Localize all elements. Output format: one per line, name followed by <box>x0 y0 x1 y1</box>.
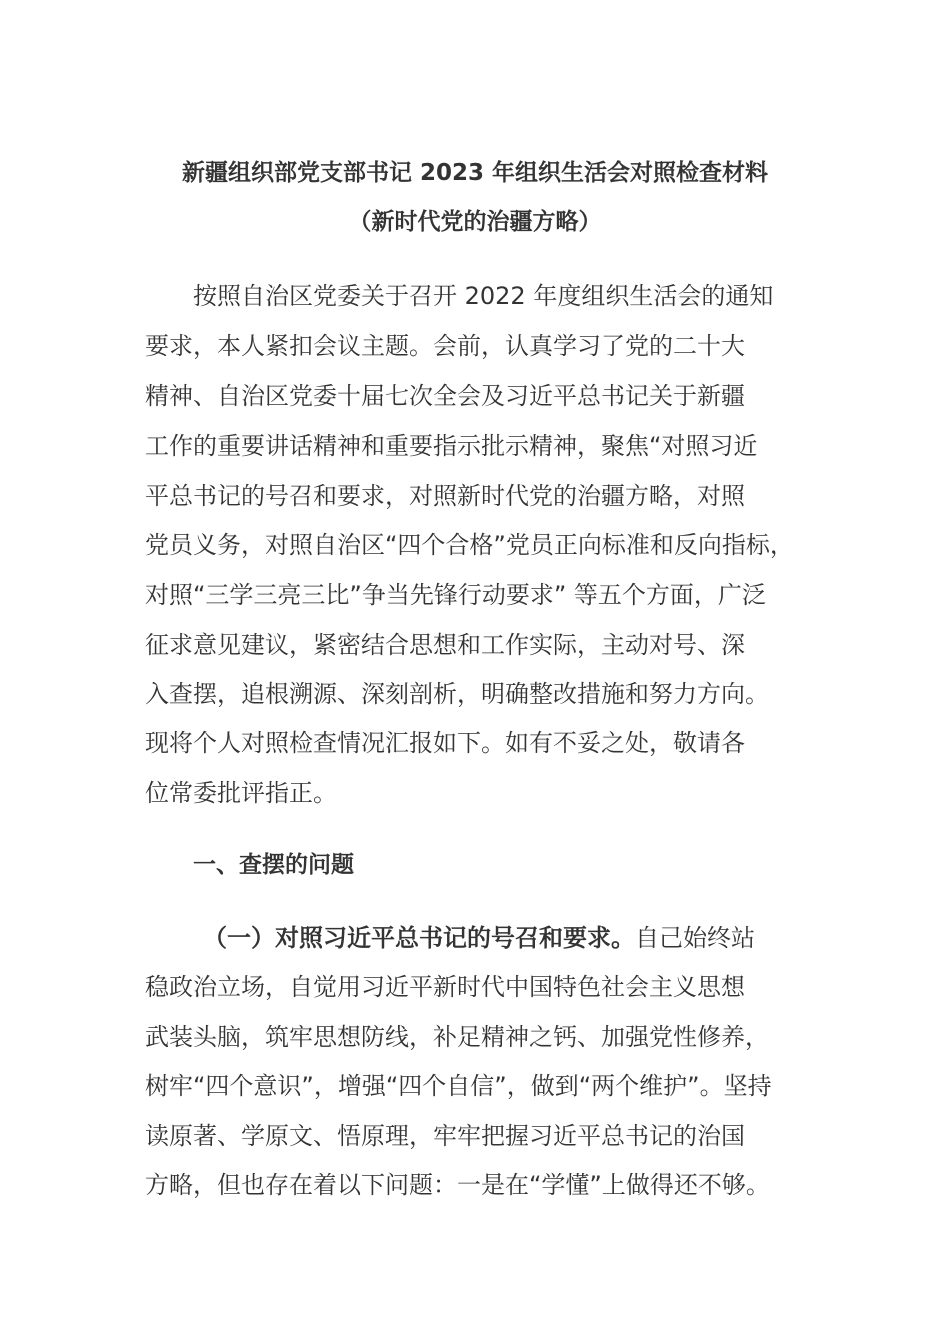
subsection-first-line <box>203 921 755 955</box>
paragraph-line: 树牢“四个意识”，增强“四个自信”，做到“两个维护”。坚持 <box>145 1072 772 1100</box>
paragraph-line: 要求，本人紧扣会议主题。会前，认真学习了党的二十大 <box>145 332 745 360</box>
paragraph-line: 工作的重要讲话精神和重要指示批示精神，聚焦“对照习近 <box>145 432 758 460</box>
paragraph-line: 读原著、学原文、悟原理，牢牢把握习近平总书记的治国 <box>145 1122 745 1150</box>
paragraph-line: 按照自治区党委关于召开 2022 年度组织生活会的通知 <box>193 282 774 310</box>
paragraph-line: 平总书记的号召和要求，对照新时代党的治疆方略，对照 <box>145 482 745 510</box>
paragraph-line: 方略，但也存在着以下问题：一是在“学懂”上做得还不够。 <box>145 1171 770 1199</box>
paragraph-line: 现将个人对照检查情况汇报如下。如有不妥之处，敬请各 <box>145 729 745 757</box>
document-title: 新疆组织部党支部书记 2023 年组织生活会对照检查材料 <box>181 160 769 186</box>
document-subtitle: （新时代党的治疆方略） <box>348 209 602 235</box>
paragraph-line: 武装头脑，筑牢思想防线，补足精神之钙、加强党性修养， <box>145 1023 769 1051</box>
paragraph-line: 党员义务，对照自治区“四个合格”党员正向标准和反向指标， <box>145 531 794 559</box>
paragraph-line: 入查摆，追根溯源、深刻剖析，明确整改措施和努力方向。 <box>145 680 769 708</box>
paragraph-line: 稳政治立场，自觉用习近平新时代中国特色社会主义思想 <box>145 973 745 1001</box>
paragraph-line: 精神、自治区党委十届七次全会及习近平总书记关于新疆 <box>145 382 745 410</box>
paragraph-line: 位常委批评指正。 <box>145 779 337 807</box>
section-heading: 一、查摆的问题 <box>193 852 354 878</box>
paragraph-line: 对照“三学三亮三比”争当先锋行动要求” 等五个方面，广泛 <box>145 581 766 609</box>
subsection-heading: （一）对照习近平总书记的号召和要求。 <box>203 924 635 952</box>
paragraph-line: 征求意见建议，紧密结合思想和工作实际，主动对号、深 <box>145 631 745 659</box>
subsection-text: 自己始终站 <box>635 924 755 952</box>
